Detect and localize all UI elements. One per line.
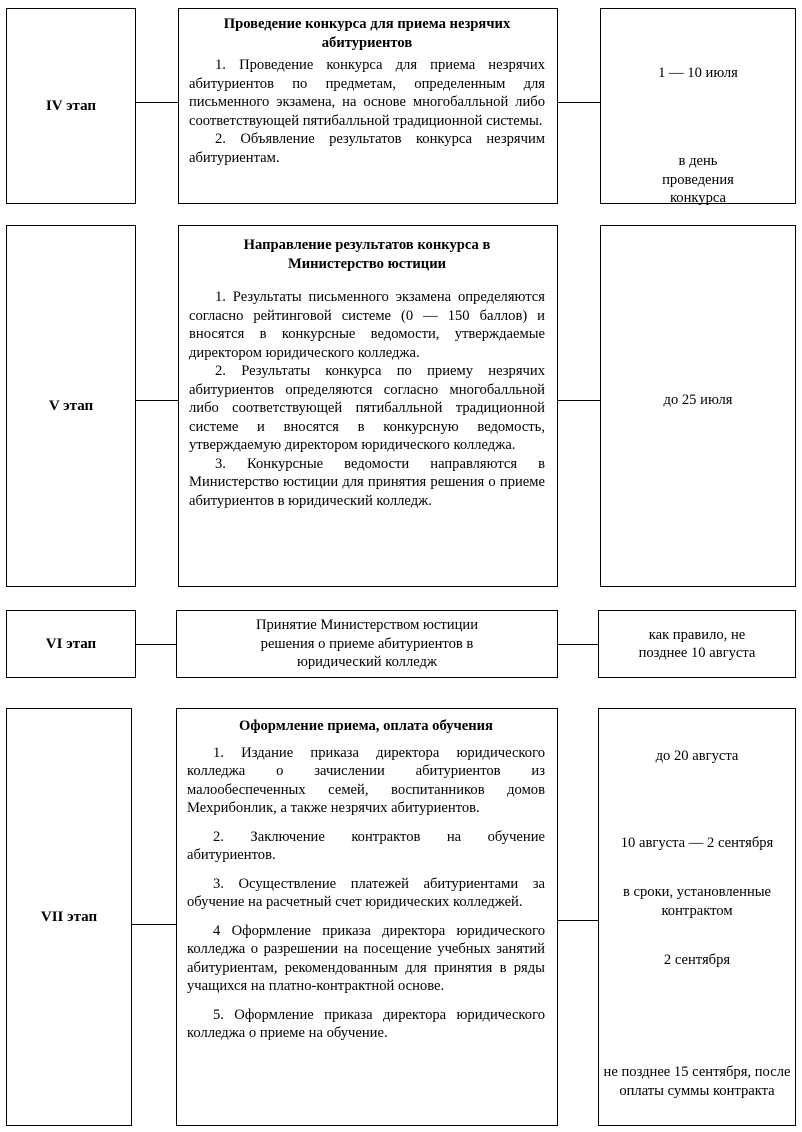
stage-vii-deadline-4: 2 сентября <box>663 952 731 968</box>
stage-vii-deadline-5: не позднее 15 сентября, после оплаты суммы контракта <box>603 1064 791 1099</box>
stage-iv-item-2: 2. Объявление результатов конкурса незрячим абитуриентам. <box>189 131 545 166</box>
stage-iv-label: IV этап <box>45 97 97 114</box>
stage-vii-title: Оформление приема, оплата обучения <box>239 718 493 734</box>
connector-vi-left <box>136 644 178 645</box>
stage-vi-text: Принятие Министерством юстиции решения о приеме абитуриентов в юридический колледж <box>255 617 479 671</box>
stage-iv-content-box <box>178 8 558 204</box>
stage-iv-deadline-1: 1 — 10 июля <box>658 65 738 81</box>
stage-vii-label: VII этап <box>40 908 98 925</box>
stage-vii-deadline-3: в сроки, установленные контрактом <box>622 884 772 919</box>
stage-v-label-box <box>6 225 136 587</box>
stage-vi-label-box <box>6 610 136 678</box>
stage-v-item-1: 1. Результаты письменного экзамена определяются согласно рейтинговой системе (0 — 150 баллов) и вносятся в конкурсные ведомости, утверждаемые директором юридического колледжа. <box>189 289 545 361</box>
stage-v-deadline-box <box>600 225 796 587</box>
stage-vii-item-5: 5. Оформление приказа директора юридического колледжа о приеме на обучение. <box>187 1006 545 1041</box>
stage-iv-item-1: 1. Проведение конкурса для приема незрячих абитуриентов по предметам, определенным для письменного экзамена, на основе многобалльной либо соответствующей пятибалльной традиционной системы. <box>189 57 545 129</box>
stage-vi-deadline-box <box>598 610 796 678</box>
stage-vii-deadline-1: до 20 августа <box>655 748 739 764</box>
stage-iv-deadline-2: в день проведения конкурса <box>662 153 734 206</box>
connector-v-right <box>558 400 600 401</box>
stage-vii-item-2: 2. Заключение контрактов на обучение абитуриентов. <box>187 828 545 863</box>
stage-vii-content-box <box>176 708 558 1126</box>
stage-vi-label: VI этап <box>45 635 97 652</box>
stage-v-item-2: 2. Результаты конкурса по приему незрячих абитуриентов определяются согласно многобалльной либо соответствующей пятибалльной традиционной системе и вносятся в конкурсную ведомость, утверждаемую директором юридического колледжа. <box>189 363 545 453</box>
stage-vii-deadline-box <box>598 708 796 1126</box>
connector-v-left <box>136 400 178 401</box>
stage-vi-content-box <box>176 610 558 678</box>
connector-vi-right <box>558 644 600 645</box>
stage-iv-label-box <box>6 8 136 204</box>
stage-v-label: V этап <box>48 397 94 414</box>
stage-iv-title: Проведение конкурса для приема незрячих абитуриентов <box>223 16 511 51</box>
connector-vii-left <box>132 924 176 925</box>
stage-v-item-3: 3. Конкурсные ведомости направляются в Министерство юстиции для принятия решения о приеме абитуриентов в юридический колледж. <box>189 455 545 509</box>
stage-vii-item-1: 1. Издание приказа директора юридического колледжа о зачислении абитуриентов из малообеспеченных семей, воспитанников домов Мехрибонлик, а также незрячих абитуриентов. <box>187 744 545 816</box>
connector-iv-right <box>558 102 600 103</box>
stage-v-content-box <box>178 225 558 587</box>
connector-iv-left <box>136 102 178 103</box>
connector-vii-right <box>558 920 598 921</box>
stage-vii-item-4: 4 Оформление приказа директора юридического колледжа о разрешении на посещение учебных занятий абитуриентам, рекомендованным для принятия в ряды учащихся на платно-контрактной основе. <box>187 922 545 994</box>
stage-vii-deadline-2: 10 августа — 2 сентября <box>620 835 774 851</box>
stage-iv-deadline-box <box>600 8 796 204</box>
stage-v-title: Направление результатов конкурса в Министерство юстиции <box>243 237 491 272</box>
stage-v-deadline-1: до 25 июля <box>663 392 733 408</box>
stage-vii-item-3: 3. Осуществление платежей абитуриентами за обучение на расчетный счет юридических колледжей. <box>187 875 545 910</box>
stage-vi-deadline-1: как правило, не позднее 10 августа <box>638 626 756 661</box>
stage-vii-label-box <box>6 708 132 1126</box>
